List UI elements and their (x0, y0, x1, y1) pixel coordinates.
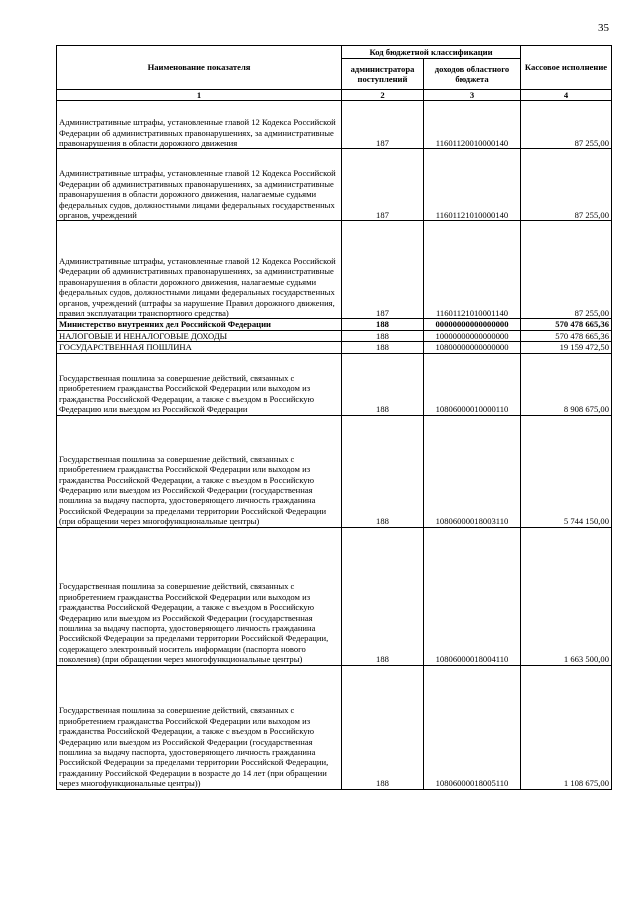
row-name: Государственная пошлина за совершение действий, связанных с приобретением гражданства Российской Федерации или выходом из гражданства Российской Федерации, а также с въездом в Российскую Федерацию или выездом из Российской Федерации (57, 353, 342, 415)
table-row (57, 353, 612, 415)
row-admin-code: 188 (342, 353, 424, 415)
row-amount: 87 255,00 (521, 101, 612, 149)
row-amount: 1 663 500,00 (521, 527, 612, 665)
row-name: Административные штрафы, установленные главой 12 Кодекса Российской Федерации об административных правонарушениях, за административные правонарушения в области дорожного движения (57, 101, 342, 149)
row-amount: 570 478 665,36 (521, 319, 612, 330)
row-amount: 19 159 472,50 (521, 342, 612, 353)
header-cash: Кассовое исполнение (521, 46, 612, 90)
row-admin-code: 188 (342, 330, 424, 341)
row-income-code: 10806000018003110 (424, 415, 521, 527)
row-amount: 8 908 675,00 (521, 353, 612, 415)
table-row (57, 221, 612, 319)
header-admin: администратора поступлений (342, 59, 424, 90)
column-number: 2 (342, 90, 424, 101)
table-row (57, 342, 612, 353)
row-income-code: 10806000010000110 (424, 353, 521, 415)
row-name: ГОСУДАРСТВЕННАЯ ПОШЛИНА (57, 342, 342, 353)
row-name: Административные штрафы, установленные главой 12 Кодекса Российской Федерации об административных правонарушениях, за административные правонарушения в области дорожного движения, налагаемые судьями федеральных судов, должностными лицами федеральных государственных органов, учреждений (57, 149, 342, 221)
table-row (57, 527, 612, 665)
table-row (57, 319, 612, 330)
table-row (57, 101, 612, 149)
row-name: НАЛОГОВЫЕ И НЕНАЛОГОВЫЕ ДОХОДЫ (57, 330, 342, 341)
row-income-code: 00000000000000000 (424, 319, 521, 330)
row-income-code: 11601120010000140 (424, 101, 521, 149)
row-name: Государственная пошлина за совершение действий, связанных с приобретением гражданства Российской Федерации или выходом из гражданства Российской Федерации, а также с въездом в Российскую Федерацию или выездом из Российской Федерации (государственная пошлина за выдачу паспорта, удостоверяющего личность гражданина Российской Федерации за пределами территории Российской Федерации (при обращении через многофункциональные центры) (57, 415, 342, 527)
row-amount: 87 255,00 (521, 221, 612, 319)
row-name: Административные штрафы, установленные главой 12 Кодекса Российской Федерации об административных правонарушениях, за административные правонарушения в области дорожного движения, налагаемые судьями федеральных судов, должностными лицами федеральных государственных органов, учреждений (штрафы за нарушение Правил дорожного движения, правил эксплуатации транспортного средства) (57, 221, 342, 319)
row-amount: 5 744 150,00 (521, 415, 612, 527)
row-admin-code: 187 (342, 101, 424, 149)
row-amount: 1 108 675,00 (521, 665, 612, 789)
table-row (57, 330, 612, 341)
row-income-code: 11601121010001140 (424, 221, 521, 319)
header-name: Наименование показателя (57, 46, 342, 90)
row-name: Государственная пошлина за совершение действий, связанных с приобретением гражданства Российской Федерации или выходом из гражданства Российской Федерации, а также с въездом в Российскую Федерацию или выездом из Российской Федерации (государственная пошлина за выдачу паспорта, удостоверяющего личность гражданина Российской Федерации за пределами территории Российской Федерации, гражданину Российской Федерации в возрасте до 14 лет (при обращении через многофункциональные центры)) (57, 665, 342, 789)
row-admin-code: 188 (342, 415, 424, 527)
row-name: Министерство внутренних дел Российской Федерации (57, 319, 342, 330)
row-admin-code: 188 (342, 527, 424, 665)
row-name: Государственная пошлина за совершение действий, связанных с приобретением гражданства Российской Федерации или выходом из гражданства Российской Федерации, а также с въездом в Российскую Федерацию или выездом из Российской Федерации (государственная пошлина за выдачу паспорта, удостоверяющего личность гражданина Российской Федерации за пределами территории Российской Федерации, содержащего электронный носитель информации (паспорта нового поколения) (при обращении через многофункциональные центры) (57, 527, 342, 665)
row-admin-code: 188 (342, 665, 424, 789)
column-number: 4 (521, 90, 612, 101)
row-amount: 570 478 665,36 (521, 330, 612, 341)
row-income-code: 10800000000000000 (424, 342, 521, 353)
column-number: 1 (57, 90, 342, 101)
row-income-code: 10806000018004110 (424, 527, 521, 665)
row-income-code: 10806000018005110 (424, 665, 521, 789)
budget-table (56, 45, 612, 790)
table-row (57, 665, 612, 789)
row-income-code: 11601121010000140 (424, 149, 521, 221)
table-row (57, 415, 612, 527)
row-income-code: 10000000000000000 (424, 330, 521, 341)
row-amount: 87 255,00 (521, 149, 612, 221)
header-classification: Код бюджетной классификации (342, 46, 521, 59)
header-income: доходов областного бюджета (424, 59, 521, 90)
row-admin-code: 187 (342, 221, 424, 319)
page-number: 35 (598, 22, 609, 34)
row-admin-code: 188 (342, 342, 424, 353)
row-admin-code: 188 (342, 319, 424, 330)
column-number: 3 (424, 90, 521, 101)
row-admin-code: 187 (342, 149, 424, 221)
table-row (57, 149, 612, 221)
